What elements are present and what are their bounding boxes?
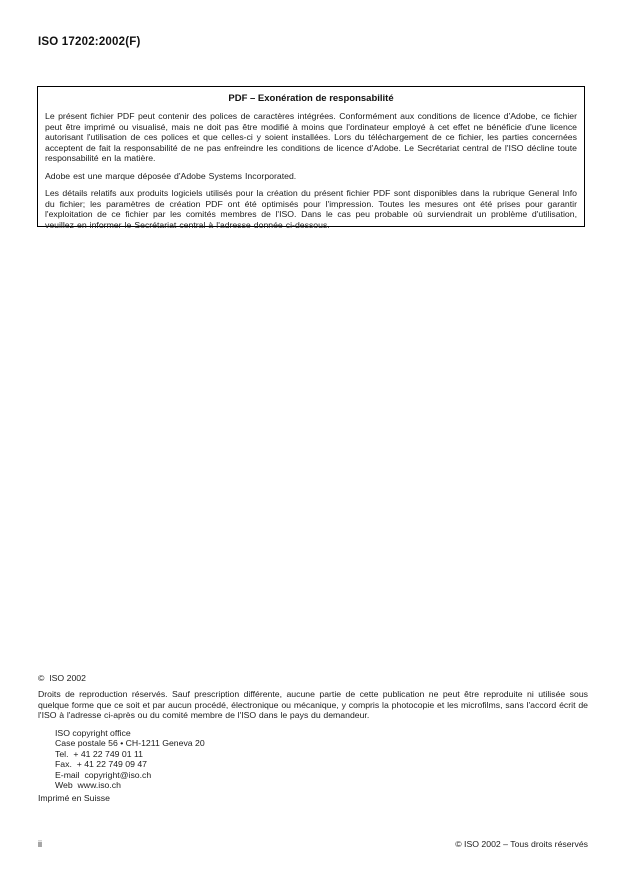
disclaimer-paragraph-2: Adobe est une marque déposée d'Adobe Systems Incorporated. — [45, 170, 297, 181]
reproduction-rights-paragraph: Droits de reproduction réservés. Sauf prescription différente, aucune partie de cette publication ne peut être reproduite ni utilisée sous quelque forme que ce soit et par aucun procédé, électronique ou mécanique, y compris la photocopie et les microfilms, sans l'accord écrit de l'ISO à l'adresse ci-après ou du comité membre de l'ISO dans le pays du demandeur. — [38, 689, 588, 720]
document-reference-title: ISO 17202:2002(F) — [38, 36, 141, 48]
address-line-postal: Case postale 56 • CH-1211 Geneva 20 — [55, 738, 205, 748]
address-line-office: ISO copyright office — [55, 727, 131, 738]
iso-address-block — [38, 728, 588, 791]
disclaimer-paragraph-1: Le présent fichier PDF peut contenir des polices de caractères intégrées. Conformément aux conditions de licence d'Adobe, ce fichier peut être imprimé ou visualisé, mais ne doit pas être modifié à moins que l'ordinateur employé à cet effet ne bénéficie d'une licence autorisant l'utilisation de ces polices et que celles-ci y soient installées. Lors du téléchargement de ce fichier, les parties concernées acceptent de fait la responsabilité de ne pas enfreindre les conditions de licence d'Adobe. Le Secrétariat central de l'ISO décline toute responsabilité en la matière. — [45, 111, 577, 163]
address-line-email: E-mail copyright@iso.ch — [55, 769, 152, 780]
footer-page-number: ii — [38, 839, 42, 849]
address-line-web: Web www.iso.ch — [55, 780, 121, 790]
footer-copyright: © ISO 2002 – Tous droits réservés — [455, 839, 588, 849]
copyright-section — [38, 673, 588, 803]
disclaimer-paragraph-3: Les détails relatifs aux produits logiciels utilisés pour la création du présent fichier PDF sont disponibles dans la rubrique General Info du fichier; les paramètres de création PDF ont été optimisés pour l'impression. Toutes les mesures ont été prises pour garantir l'exploitation de ce fichier par les comités membres de l'ISO. Dans le cas peu probable où surviendrait un problème d'utilisation, veuillez en informer le Secrétariat central à l'adresse donnée ci-dessous. — [45, 188, 577, 230]
address-line-tel: Tel. + 41 22 749 01 11 — [55, 748, 143, 759]
disclaimer-box-title: PDF – Exonération de responsabilité — [228, 93, 394, 104]
pdf-disclaimer-box — [37, 86, 585, 230]
printed-in-line: Imprimé en Suisse — [38, 792, 110, 803]
page-footer — [38, 839, 588, 849]
address-line-fax: Fax. + 41 22 749 09 47 — [55, 759, 148, 769]
copyright-year-line: © ISO 2002 — [38, 673, 86, 683]
